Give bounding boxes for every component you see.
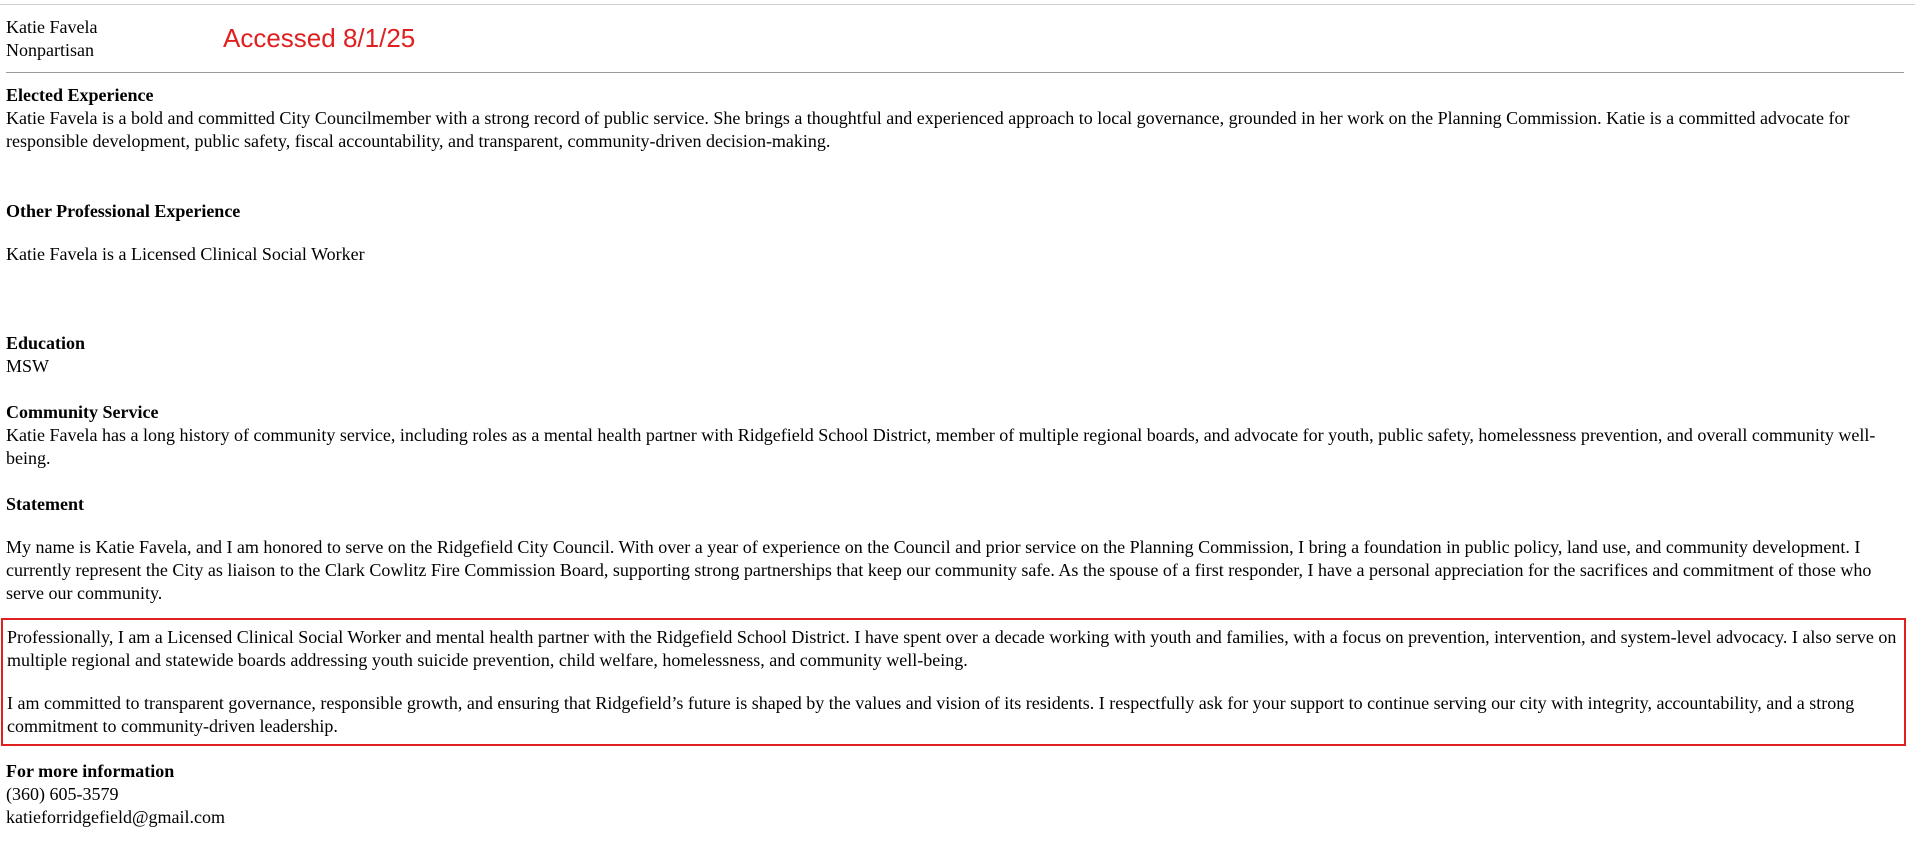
section-heading: For more information bbox=[6, 761, 175, 781]
section-text: Katie Favela has a long history of community service, including roles as a mental health partner with Ridgefield School District, member of multiple regional boards, and advocate for youth, public safety, homelessness prevention, and overall community well-being. bbox=[6, 425, 1876, 468]
section-heading: Statement bbox=[6, 494, 84, 514]
candidate-party: Nonpartisan bbox=[6, 40, 94, 60]
section-community-service bbox=[6, 401, 1904, 470]
statement-paragraph-3: I am committed to transparent governance, responsible growth, and ensuring that Ridgefield’s future is shaped by the values and vision of its residents. I respectfully ask for your support to continue serving our city with integrity, accountability, and a strong commitment to community-driven leadership. bbox=[7, 693, 1855, 736]
section-education bbox=[6, 332, 1904, 378]
section-text: Katie Favela is a Licensed Clinical Social Worker bbox=[6, 244, 365, 264]
candidate-name: Katie Favela bbox=[6, 17, 98, 37]
statement-paragraph-2: Professionally, I am a Licensed Clinical Social Worker and mental health partner with the Ridgefield School District. I have spent over a decade working with youth and families, with a focus on prevention, intervention, and system-level advocacy. I also serve on multiple regional and statewide boards addressing youth suicide prevention, child welfare, homelessness, and community well-being. bbox=[7, 627, 1897, 670]
contact-phone: (360) 605-3579 bbox=[6, 784, 119, 804]
candidate-header bbox=[6, 16, 1906, 68]
section-contact bbox=[6, 760, 1904, 829]
contact-email: katieforridgefield@gmail.com bbox=[6, 807, 225, 827]
section-heading: Elected Experience bbox=[6, 85, 154, 105]
section-statement bbox=[6, 493, 1904, 605]
section-text: Katie Favela is a bold and committed City Councilmember with a strong record of public service. She brings a thoughtful and experienced approach to local governance, grounded in her work on the Planning Commission. Katie is a committed advocate for responsible development, public safety, fiscal accountability, and transparent, community-driven decision-making. bbox=[6, 108, 1850, 151]
section-professional-experience bbox=[6, 200, 1904, 266]
highlighted-statement-box bbox=[1, 618, 1906, 746]
section-heading: Education bbox=[6, 333, 86, 353]
section-heading: Community Service bbox=[6, 402, 159, 422]
section-text: MSW bbox=[6, 356, 50, 376]
section-elected-experience bbox=[6, 84, 1904, 153]
top-divider bbox=[0, 4, 1915, 5]
header-divider bbox=[6, 72, 1904, 73]
section-heading: Other Professional Experience bbox=[6, 201, 241, 221]
statement-paragraph-1: My name is Katie Favela, and I am honored to serve on the Ridgefield City Council. With over a year of experience on the Council and prior service on the Planning Commission, I bring a foundation in public policy, land use, and community development. I currently represent the City as liaison to the Clark Cowlitz Fire Commission Board, supporting strong partnerships that keep our community safe. As the spouse of a first responder, I have a personal appreciation for the sacrifices and commitment of those who serve our community. bbox=[6, 537, 1872, 603]
accessed-date-annotation: Accessed 8/1/25 bbox=[223, 23, 416, 53]
